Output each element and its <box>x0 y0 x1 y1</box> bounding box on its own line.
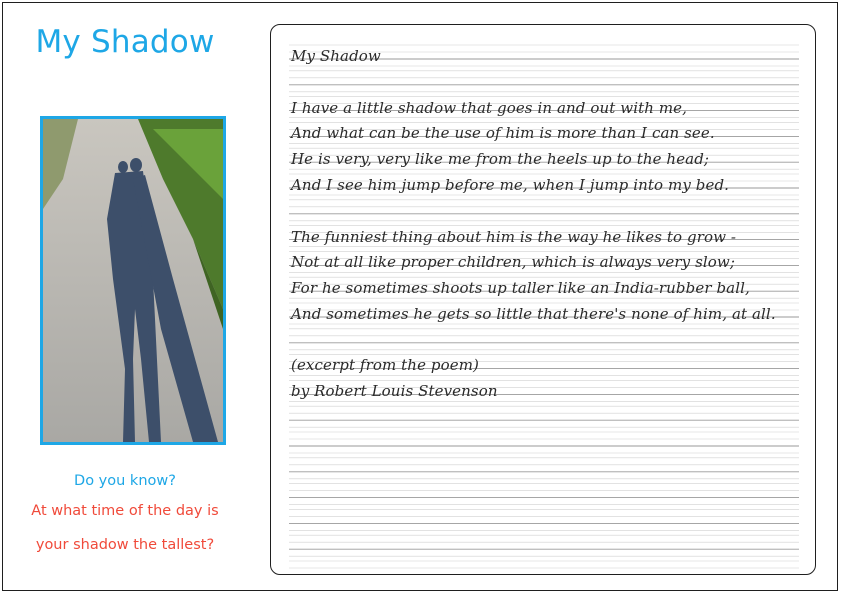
poem-line: And sometimes he gets so little that there's none of him, at all. <box>291 305 776 323</box>
shadow-photo <box>40 116 226 445</box>
page-title: My Shadow <box>35 24 215 60</box>
poem-line: And what can be the use of him is more than I can see. <box>291 124 715 142</box>
poem-note: (excerpt from the poem) <box>291 356 479 374</box>
poem-line: The funniest thing about him is the way he likes to grow - <box>291 228 737 246</box>
question-line-2: your shadow the tallest? <box>35 537 215 553</box>
poem-title: My Shadow <box>291 47 381 65</box>
poem-line: He is very, very like me from the heels up to the head; <box>291 150 710 168</box>
question-intro: Do you know? <box>74 473 176 489</box>
poem-line: Not at all like proper children, which is always very slow; <box>291 253 735 271</box>
question-line-1: At what time of the day is <box>31 503 219 519</box>
poem-line: For he sometimes shoots up taller like an India-rubber ball, <box>291 279 750 297</box>
poem-line: I have a little shadow that goes in and out with me, <box>291 99 688 117</box>
lined-paper <box>270 24 816 575</box>
poem-author: by Robert Louis Stevenson <box>291 382 498 400</box>
poem-line: And I see him jump before me, when I jump into my bed. <box>291 176 730 194</box>
